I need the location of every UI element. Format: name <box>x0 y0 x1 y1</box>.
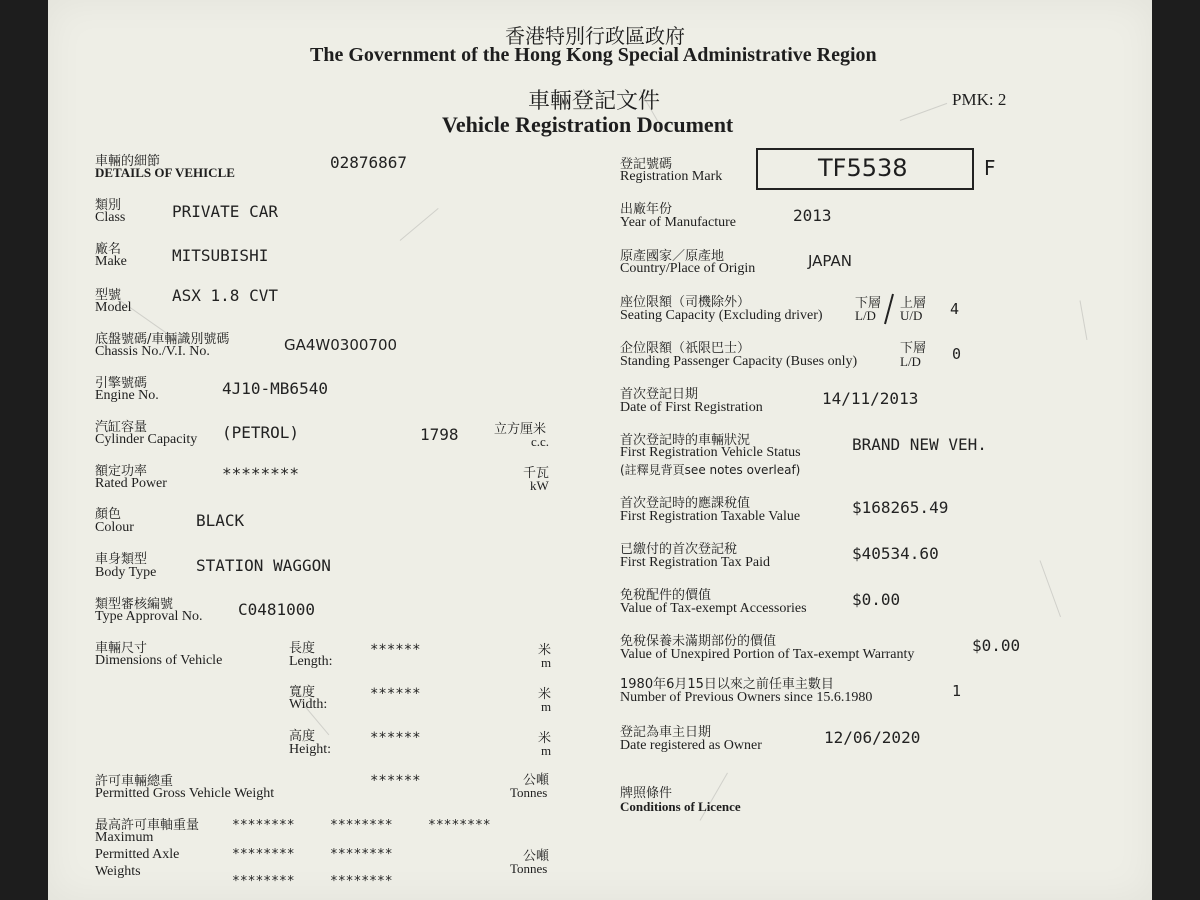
length-label-en: Length: <box>289 654 333 669</box>
cylinder-label-en: Cylinder Capacity <box>95 432 198 447</box>
axle-weight-value: ******** <box>232 847 295 862</box>
government-title-english: The Government of the Hong Kong Special Administrative Region <box>310 44 877 66</box>
seating-label-en: Seating Capacity (Excluding driver) <box>620 308 823 323</box>
class-value: PRIVATE CAR <box>172 202 278 221</box>
engine-value: 4J10-MB6540 <box>222 379 328 398</box>
height-value: ****** <box>370 730 421 746</box>
government-title-chinese: 香港特別行政區政府 <box>505 24 685 48</box>
details-label-en: DETAILS OF VEHICLE <box>95 165 235 180</box>
standing-value: 0 <box>952 345 962 363</box>
seating-lower-deck-label: L/D <box>855 308 876 323</box>
cylinder-fuel: (PETROL) <box>222 423 300 442</box>
tax-paid-value: $40534.60 <box>852 544 939 563</box>
body-label-cn: 車身類型 <box>95 552 148 567</box>
width-unit-en: m <box>541 699 552 714</box>
exempt-warranty-label-cn: 免稅保養未滿期部份的價值 <box>620 634 777 649</box>
height-label-en: Height: <box>289 742 331 757</box>
gross-weight-unit-en: Tonnes <box>510 785 548 800</box>
power-value: ******** <box>222 464 300 483</box>
make-value: MITSUBISHI <box>172 246 269 265</box>
year-label-cn: 出廠年份 <box>620 202 673 217</box>
taxable-value-label-cn: 首次登記時的應課稅值 <box>620 496 751 511</box>
standing-label-cn: 企位限額（祇限巴士） <box>620 341 751 356</box>
slash-divider-icon <box>882 292 896 326</box>
standing-lower-deck-label: L/D <box>900 354 921 369</box>
seating-value: 4 <box>950 300 960 318</box>
axle-weight-value: ******** <box>330 874 393 889</box>
power-label-cn: 額定功率 <box>95 464 148 479</box>
prev-owners-label-en: Number of Previous Owners since 15.6.1980 <box>620 690 873 705</box>
reg-mark-label-en: Registration Mark <box>620 169 723 184</box>
type-approval-label-cn: 類型審核編號 <box>95 597 174 612</box>
width-value: ****** <box>370 686 421 702</box>
first-reg-status-label-en: First Registration Vehicle Status <box>620 445 801 460</box>
first-reg-status-label-cn: 首次登記時的車輛狀況 <box>620 433 751 448</box>
type-approval-label-en: Type Approval No. <box>95 609 203 624</box>
axle-weight-value: ******** <box>232 818 295 833</box>
gross-weight-label-cn: 許可車輛總重 <box>95 774 174 789</box>
class-label-cn: 類別 <box>95 198 122 213</box>
height-unit-cn: 米 <box>538 731 552 746</box>
colour-label-en: Colour <box>95 520 134 535</box>
exempt-accessories-label-en: Value of Tax-exempt Accessories <box>620 601 807 616</box>
engine-label-cn: 引擎號碼 <box>95 376 148 391</box>
power-label-en: Rated Power <box>95 476 167 491</box>
first-reg-date-value: 14/11/2013 <box>822 389 919 408</box>
owner-date-label-cn: 登記為車主日期 <box>620 725 712 740</box>
tax-paid-label-en: First Registration Tax Paid <box>620 555 771 570</box>
width-unit-cn: 米 <box>538 687 552 702</box>
chassis-label-en: Chassis No./V.I. No. <box>95 344 210 359</box>
axle-weight-value: ******** <box>428 818 491 833</box>
class-label-en: Class <box>95 210 126 225</box>
body-value: STATION WAGGON <box>196 556 331 575</box>
height-label-cn: 高度 <box>289 729 316 744</box>
seating-upper-deck-cn: 上層 <box>900 296 927 311</box>
axle-weight-label-en-3: Weights <box>95 864 141 879</box>
chassis-label-cn: 底盤號碼/車輛識別號碼 <box>95 332 230 347</box>
origin-label-cn: 原產國家／原產地 <box>620 249 725 264</box>
taxable-value-value: $168265.49 <box>852 498 949 517</box>
exempt-warranty-label-en: Value of Unexpired Portion of Tax-exempt Warranty <box>620 647 915 662</box>
gross-weight-label-en: Permitted Gross Vehicle Weight <box>95 786 275 801</box>
cylinder-unit-cn: 立方厘米 <box>494 422 547 437</box>
prev-owners-value: 1 <box>952 682 962 700</box>
gross-weight-unit-cn: 公噸 <box>523 773 550 788</box>
axle-weight-value: ******** <box>330 847 393 862</box>
first-reg-status-note: (註釋見背頁see notes overleaf) <box>620 463 801 477</box>
model-value: ASX 1.8 CVT <box>172 286 278 305</box>
body-label-en: Body Type <box>95 565 157 580</box>
origin-label-en: Country/Place of Origin <box>620 261 756 276</box>
axle-weight-label-cn: 最高許可車軸重量 <box>95 818 200 833</box>
length-unit-cn: 米 <box>538 643 552 658</box>
height-unit-en: m <box>541 743 552 758</box>
axle-weight-unit-cn: 公噸 <box>523 849 550 864</box>
seating-label-cn: 座位限額（司機除外） <box>620 295 751 310</box>
gross-weight-value: ****** <box>370 773 421 789</box>
owner-date-label-en: Date registered as Owner <box>620 738 762 753</box>
dimensions-label-cn: 車輛尺寸 <box>95 641 148 656</box>
registration-mark-suffix: F <box>984 156 996 180</box>
model-label-cn: 型號 <box>95 288 122 303</box>
document-title-chinese: 車輛登記文件 <box>528 89 661 114</box>
length-label-cn: 長度 <box>289 641 316 656</box>
cylinder-unit-en: c.c. <box>531 434 550 449</box>
exempt-accessories-label-cn: 免稅配件的價值 <box>620 588 712 603</box>
dimensions-label-en: Dimensions of Vehicle <box>95 653 223 668</box>
model-label-en: Model <box>95 300 132 315</box>
seating-lower-deck-cn: 下層 <box>855 296 882 311</box>
length-value: ****** <box>370 642 421 658</box>
prev-owners-label-cn: 1980年6月15日以來之前任車主數目 <box>620 677 834 692</box>
axle-weight-label-en-2: Permitted Axle <box>95 847 180 862</box>
first-reg-date-label-cn: 首次登記日期 <box>620 387 699 402</box>
reg-mark-label-cn: 登記號碼 <box>620 157 673 172</box>
first-reg-status-value: BRAND NEW VEH. <box>852 435 987 454</box>
tax-paid-label-cn: 已繳付的首次登記稅 <box>620 542 738 557</box>
width-label-en: Width: <box>289 697 328 712</box>
axle-weight-label-en-1: Maximum <box>95 830 154 845</box>
power-unit-cn: 千瓦 <box>523 466 550 481</box>
colour-label-cn: 顏色 <box>95 507 122 522</box>
axle-weight-unit-en: Tonnes <box>510 861 548 876</box>
make-label-cn: 廠名 <box>95 242 122 257</box>
exempt-warranty-value: $0.00 <box>972 636 1021 655</box>
taxable-value-label-en: First Registration Taxable Value <box>620 509 801 524</box>
owner-date-value: 12/06/2020 <box>824 728 921 747</box>
chassis-value: GA4W0300700 <box>284 336 398 354</box>
conditions-label-cn: 牌照條件 <box>620 786 673 801</box>
colour-value: BLACK <box>196 511 245 530</box>
conditions-label-en: Conditions of Licence <box>620 799 741 814</box>
cylinder-label-cn: 汽缸容量 <box>95 420 148 435</box>
cylinder-value: 1798 <box>420 425 459 444</box>
power-unit-en: kW <box>530 478 549 493</box>
width-label-cn: 寬度 <box>289 685 316 700</box>
year-label-en: Year of Manufacture <box>620 215 736 230</box>
details-label-cn: 車輛的細節 <box>95 154 161 169</box>
engine-label-en: Engine No. <box>95 388 159 403</box>
document-title-english: Vehicle Registration Document <box>442 112 734 137</box>
exempt-accessories-value: $0.00 <box>852 590 901 609</box>
registration-mark-value: TF5538 <box>818 154 908 182</box>
year-value: 2013 <box>793 206 832 225</box>
standing-lower-deck-cn: 下層 <box>900 341 927 356</box>
type-approval-value: C0481000 <box>238 600 316 619</box>
details-value: 02876867 <box>330 153 408 172</box>
origin-value: JAPAN <box>808 252 852 270</box>
length-unit-en: m <box>541 655 552 670</box>
seating-upper-deck-label: U/D <box>900 308 923 323</box>
axle-weight-value: ******** <box>232 874 295 889</box>
pmk-code: PMK: 2 <box>952 90 1007 109</box>
make-label-en: Make <box>95 254 127 269</box>
standing-label-en: Standing Passenger Capacity (Buses only) <box>620 354 858 369</box>
first-reg-date-label-en: Date of First Registration <box>620 400 763 415</box>
axle-weight-value: ******** <box>330 818 393 833</box>
